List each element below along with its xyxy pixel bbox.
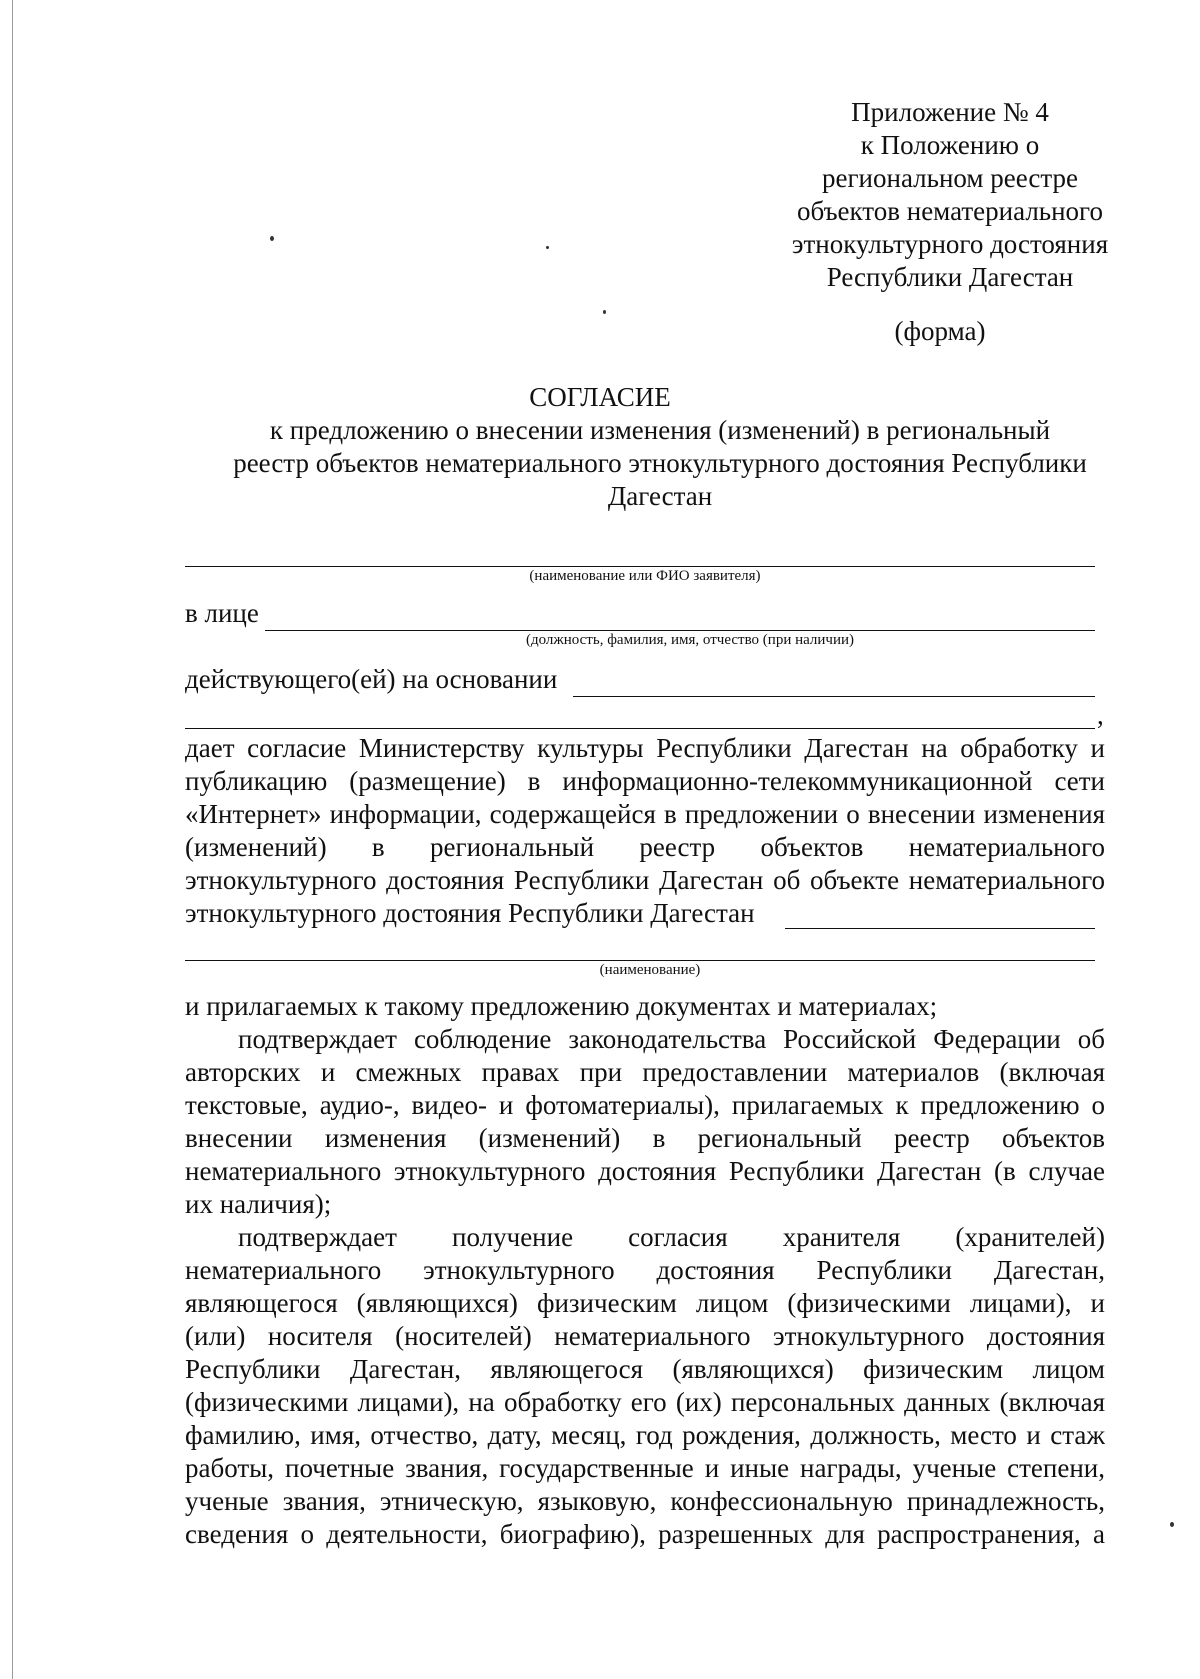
paragraph-line: работы, почетные звания, государственные и иные награды, ученые степени, xyxy=(185,1453,1105,1483)
scan-speck xyxy=(603,310,606,314)
basis-line xyxy=(573,696,1095,697)
scan-speck xyxy=(546,246,549,249)
appendix-header xyxy=(700,96,1200,294)
paragraph-line: текстовые, аудио-, видео- и фотоматериалы), прилагаемых к предложению о xyxy=(185,1090,1105,1120)
subtitle-line: Дагестан xyxy=(607,481,713,511)
copyright-paragraph xyxy=(185,1023,1105,1221)
scan-speck xyxy=(1170,1522,1174,1527)
paragraph-line: подтверждает соблюдение законодательства Российской Федерации об xyxy=(238,1024,1105,1054)
paragraph-line: сведения о деятельности, биографию), разрешенных для распространения, а xyxy=(185,1519,1105,1549)
personal-data-paragraph xyxy=(185,1221,1105,1551)
paragraph-line: «Интернет» информации, содержащейся в предложении о внесении изменения xyxy=(185,799,1105,829)
subtitle-line: к предложению о внесении изменения (изменений) в региональный xyxy=(269,415,1051,445)
paragraph-line: ученые звания, этническую, языковую, конфессиональную принадлежность, xyxy=(185,1486,1105,1516)
object-name-caption: (наименование) xyxy=(599,962,701,978)
paragraph-line: внесении изменения (изменений) в региональный реестр объектов xyxy=(185,1123,1105,1153)
paragraph-line: этнокультурного достояния Республики Дагестан xyxy=(185,898,755,928)
paragraph-line: являющегося (являющихся) физическим лицом (физическими лицами), и xyxy=(185,1288,1105,1318)
scan-left-edge xyxy=(12,0,13,1679)
paragraph-line: (изменений) в региональный реестр объектов нематериального xyxy=(185,832,1105,862)
applicant-name-caption: (наименование или ФИО заявителя) xyxy=(529,568,761,584)
document-subtitle xyxy=(185,414,1135,513)
basis-comma: , xyxy=(1097,700,1104,730)
applicant-name-line xyxy=(185,566,1095,567)
consent-paragraph xyxy=(185,732,1105,930)
paragraph-line: подтверждает получение согласия хранителя (хранителей) xyxy=(238,1222,1105,1252)
paragraph-line: публикацию (размещение) в информационно-телекоммуникационной сети xyxy=(185,766,1105,796)
paragraph-line: фамилию, имя, отчество, дату, месяц, год рождения, должность, место и стаж xyxy=(185,1420,1105,1450)
paragraph-line: нематериального этнокультурного достояния Республики Дагестан (в случае xyxy=(185,1156,1105,1186)
paragraph-line: (или) носителя (носителей) нематериального этнокультурного достояния xyxy=(185,1321,1105,1351)
basis-line-continued xyxy=(185,728,1095,729)
paragraph-line: авторских и смежных правах при предоставлении материалов (включая xyxy=(185,1057,1105,1087)
represented-by-line xyxy=(265,630,1095,631)
paragraph-line: этнокультурного достояния Республики Дагестан об объекте нематериального xyxy=(185,865,1105,895)
subtitle-line: реестр объектов нематериального этнокультурного достояния Республики xyxy=(233,448,1087,478)
object-name-line-start xyxy=(785,928,1095,929)
appendix-line: объектов нематериального xyxy=(797,196,1103,226)
paragraph-line: Республики Дагестан, являющегося (являющихся) физическим лицом xyxy=(185,1354,1105,1384)
basis-label: действующего(ей) на основании xyxy=(185,664,558,694)
scan-speck xyxy=(270,236,274,241)
paragraph-line: их наличия); xyxy=(185,1189,332,1219)
paragraph-line: (физическими лицами), на обработку его (их) персональных данных (включая xyxy=(185,1387,1105,1417)
form-label: (форма) xyxy=(894,316,986,346)
represented-by-label: в лице xyxy=(185,598,259,628)
paragraph-line: и прилагаемых к такому предложению документах и материалах; xyxy=(185,991,938,1021)
paragraph-line: нематериального этнокультурного достояния Республики Дагестан, xyxy=(185,1255,1105,1285)
appendix-line: Республики Дагестан xyxy=(826,262,1074,292)
attached-materials-line xyxy=(185,990,1105,1023)
document-title: СОГЛАСИЕ xyxy=(529,382,671,412)
appendix-line: региональном реестре xyxy=(822,163,1078,193)
represented-by-caption: (должность, фамилия, имя, отчество (при наличии) xyxy=(525,632,855,648)
object-name-line xyxy=(185,960,1095,961)
appendix-line: Приложение № 4 xyxy=(851,97,1049,127)
appendix-line: этнокультурного достояния xyxy=(791,229,1109,259)
paragraph-line: дает согласие Министерству культуры Республики Дагестан на обработку и xyxy=(185,733,1105,763)
appendix-line: к Положению о xyxy=(860,130,1040,160)
